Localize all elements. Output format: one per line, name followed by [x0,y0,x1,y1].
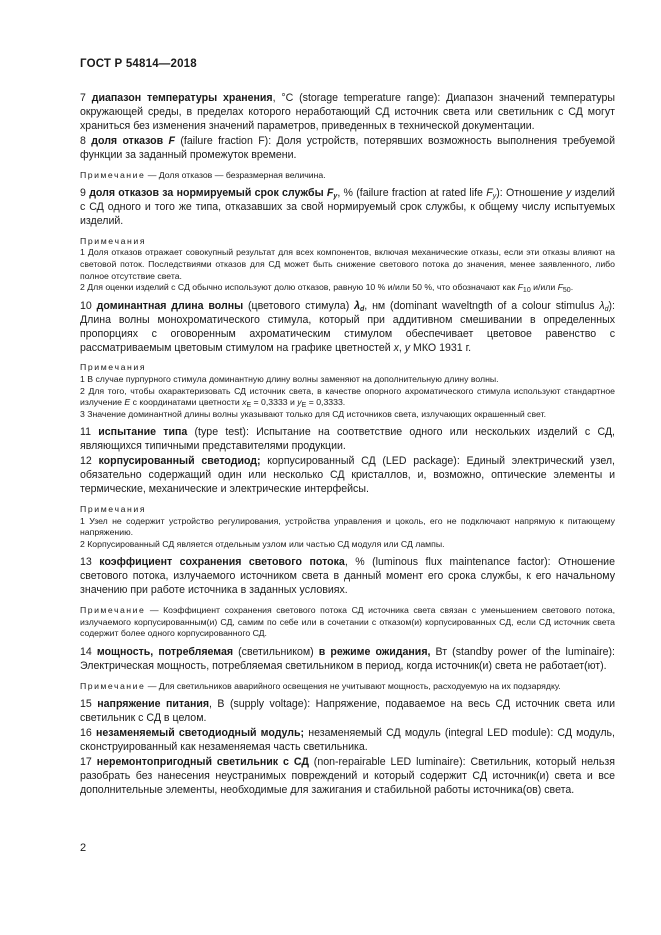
term-9-note-2: 2 Для оценки изделий с СД обычно используют долю отказов, равную 10 % и/или 50 %, что обозначают как $F_{10}$ и/или $F_{50}$. [80,282,574,295]
term-15-name: напряжение питания [97,698,210,711]
term-8-note: Примечание — Доля отказов — безразмерная величина. [80,169,326,180]
term-12: 12 корпусированный светодиод; корпусированный СД (LED package): Единый электрический узел, обязательно содержащий один или несколько СД кристаллов, и, возможно, оптические элементы и термические, механические и электрические интерфейсы. [80,455,615,496]
term-9-note-1: 1 Доля отказов отражает совокупный результат для всех компонентов, включая механические отказы, если эти отказы влияют на световой поток. Последствиями отказов для СД может быть снижение светового потока до значения, менее заявленного, либо полное отсутствие света. [80,247,615,281]
term-8-name: доля отказов [91,134,164,147]
term-13: 13 коэффициент сохранения светового потока, % (luminous flux maintenance factor): Отношение светового потока, излучаемого источником света в данный момент его срока службы, к его начальному значению при работе источника в заданных условиях. [80,556,615,597]
term-7-name: диапазон температуры хранения [91,92,273,104]
standard-header: ГОСТ Р 54814—2018 [80,58,197,70]
term-17-name: неремонтопригодный светильник с СД [96,755,309,768]
term-12-note-2: 2 Корпусированный СД является отдельным узлом или частью СД модуля или СД лампы. [80,538,445,549]
term-9-notes-label: Примечания [80,235,147,246]
term-15: 15 напряжение питания, В (supply voltage): Напряжение, подаваемое на весь СД источник света или светильник с СД в целом. [80,698,615,725]
term-9-name: доля отказов за нормируемый срок службы [89,187,324,200]
term-14-name: мощность, потребляемая [96,645,234,658]
term-9: 9 доля отказов за нормируемый срок службы $F_y$, % (failure fraction at rated life $F_y$): Отношение y изделий с СД одного и того же типа, отказавших за свой нормируемый срок службы, к общему числу испытуемых изделий. [80,187,615,227]
term-8: 8 доля отказов F (failure fraction F): Доля устройств, потерявших возможность выполнения требуемой функции за заданный промежуток времени. [80,134,615,161]
term-16: 16 незаменяемый светодиодный модуль; незаменяемый СД модуль (integral LED module): СД модуль, сконструированный как незаменяемая часть светильника. [80,727,615,753]
term-14: 14 мощность, потребляемая (светильником) в режиме ожидания, Вт (standby power of the luminaire): Электрическая мощность, потребляемая светильником в период, когда источник(и) света не работает(ют). [80,645,615,672]
term-11-name: испытание типа [98,426,188,439]
term-10-note-1: 1 В случае пурпурного стимула доминантную длину волны заменяют на дополнительную длину волны. [80,374,499,385]
term-7: 7 диапазон температуры хранения, °С (storage temperature range): Диапазон значений температуры окружающей среды, в пределах которого неработающий СД источник света или светильник с СД могут храниться без изменения значений параметров, приведенных в технической документации. [80,92,615,132]
term-13-name: коэффициент сохранения светового потока [99,556,345,569]
term-10: 10 доминантная длина волны (цветового стимула) $\lambda_d$, нм (dominant waveltngth of a colour stimulus $\lambda_d$): Длина волны монохроматического стимула, который при аддитивном смешивании в определенных пропорциях с оговоренным ахроматическим стимулом обеспечивает цветовое равенство с рассматриваемым цветовым стимулом на графике цветностей x, у МКО 1931 г. [80,299,616,354]
term-12-note-1: 1 Узел не содержит устройство регулирования, устройства управления и цоколь, его не подключают напрямую к питающему напряжению. [80,515,615,538]
term-10-note-2: 2 Для того, чтобы охарактеризовать СД источник света, в качестве опорного ахроматического стимула используют стандартное излучение E с координатами цветности $x_E = 0,3333$ и $y_E = 0,3333$. [80,385,615,410]
term-12-notes-label: Примечания [80,503,147,514]
term-16-name: незаменяемый светодиодный модуль; [95,727,305,740]
term-10-name: доминантная длина волны [96,299,244,312]
term-11: 11 испытание типа (type test): Испытание на соответствие одного или нескольких изделий с СД, являющихся типичными представителями продукции. [80,426,615,453]
term-17: 17 неремонтопригодный светильник с СД (non-repairable LED luminaire): Светильник, который нельзя разобрать без нанесения неустранимых повреждений и который содержит СД источник(и) света и все дополнительные элементы, необходимые для зажигания и стабильной работы источника(ов) света. [80,755,615,796]
term-14-note: Примечание — Для светильников аварийного освещения не учитывают мощность, расходуемую на их подзарядку. [80,680,561,691]
document-body [80,92,615,799]
term-13-note: Примечание — Коэффициент сохранения светового потока СД источника света связан с уменьшением светового потока, излучаемого корпусированным(и) СД, самим по себе или в сочетании с отказом(и) корпусированных СД, если СД источник света содержит более одного корпусированного СД. [80,605,615,639]
page-number: 2 [80,842,87,854]
term-12-name: корпусированный светодиод; [98,455,261,468]
term-10-notes-label: Примечания [80,362,147,373]
term-10-note-3: 3 Значение доминантной длины волны указывают только для СД источников света, излучающих окрашенный свет. [80,408,547,419]
